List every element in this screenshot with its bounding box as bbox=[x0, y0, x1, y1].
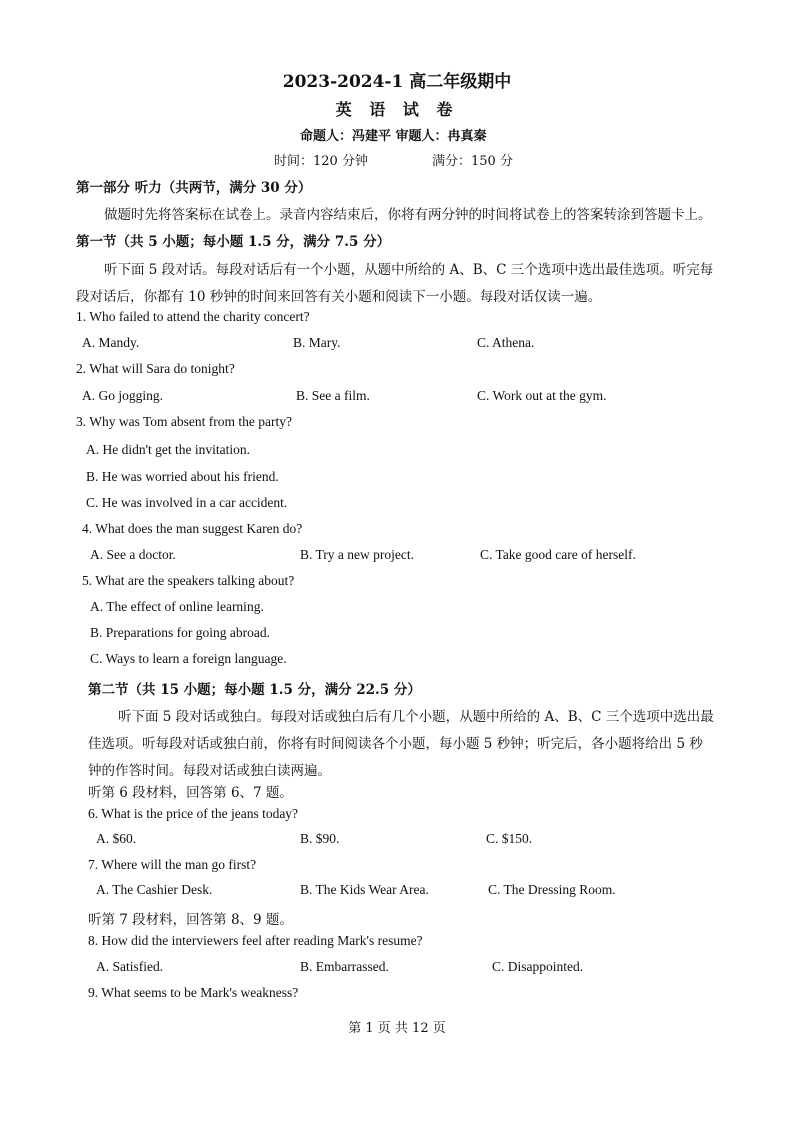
question-4-stem: 4. What does the man suggest Karen do? bbox=[82, 521, 303, 536]
part1-heading: 第一部分 听力（共两节，满分 30 分） bbox=[76, 180, 312, 196]
question-5-stem: 5. What are the speakers talking about? bbox=[82, 573, 295, 588]
question-7-option-c: C. The Dressing Room. bbox=[488, 882, 616, 897]
question-3-option-b: B. He was worried about his friend. bbox=[86, 469, 279, 484]
question-7-option-b: B. The Kids Wear Area. bbox=[300, 882, 429, 897]
exam-time: 时间：120 分钟 bbox=[274, 154, 368, 169]
question-5-option-b: B. Preparations for going abroad. bbox=[90, 625, 270, 640]
section2-instructions-line3: 钟的作答时间。每段对话或独白读两遍。 bbox=[88, 763, 331, 779]
question-2-option-a: A. Go jogging. bbox=[82, 388, 163, 403]
question-9-stem: 9. What seems to be Mark's weakness? bbox=[88, 985, 299, 1000]
question-1-option-c: C. Athena. bbox=[477, 335, 535, 350]
question-4-option-a: A. See a doctor. bbox=[90, 547, 176, 562]
question-1-option-a: A. Mandy. bbox=[82, 335, 140, 350]
section2-heading: 第二节（共 15 小题；每小题 1.5 分，满分 22.5 分） bbox=[88, 682, 421, 698]
question-6-option-c: C. $150. bbox=[486, 831, 533, 846]
section2-instructions-line1: 听下面 5 段对话或独白。每段对话或独白后有几个小题，从题中所给的 A、B、C 三个选项中选出最 bbox=[118, 709, 714, 725]
question-3-option-c: C. He was involved in a car accident. bbox=[86, 495, 288, 510]
question-2-option-c: C. Work out at the gym. bbox=[477, 388, 607, 403]
exam-score: 满分：150 分 bbox=[432, 154, 513, 169]
question-1-stem: 1. Who failed to attend the charity concert? bbox=[76, 309, 310, 324]
material-6-instruction: 听第 6 段材料，回答第 6、7 题。 bbox=[88, 785, 293, 801]
question-8-stem: 8. How did the interviewers feel after reading Mark's resume? bbox=[88, 933, 423, 948]
material-7-instruction: 听第 7 段材料，回答第 8、9 题。 bbox=[88, 912, 293, 928]
exam-authors: 命题人：冯建平 审题人：冉真秦 bbox=[300, 129, 487, 144]
question-1-option-b: B. Mary. bbox=[293, 335, 341, 350]
question-6-option-b: B. $90. bbox=[300, 831, 340, 846]
question-2-option-b: B. See a film. bbox=[296, 388, 370, 403]
section2-instructions-line2: 佳选项。听每段对话或独白前，你将有时间阅读各个小题，每小题 5 秒钟；听完后，各小题将给出 5 秒 bbox=[88, 736, 703, 752]
question-4-option-c: C. Take good care of herself. bbox=[480, 547, 636, 562]
part1-intro: 做题时先将答案标在试卷上。录音内容结束后，你将有两分钟的时间将试卷上的答案转涂到答题卡上。 bbox=[104, 207, 712, 223]
question-5-option-a: A. The effect of online learning. bbox=[90, 599, 264, 614]
question-7-stem: 7. Where will the man go first? bbox=[88, 857, 257, 872]
question-8-option-a: A. Satisfied. bbox=[96, 959, 164, 974]
question-3-option-a: A. He didn't get the invitation. bbox=[86, 442, 251, 457]
section1-instructions-line1: 听下面 5 段对话。每段对话后有一个小题，从题中所给的 A、B、C 三个选项中选出最佳选项。听完每 bbox=[104, 262, 714, 278]
page-number: 第 1 页 共 12 页 bbox=[348, 1021, 446, 1036]
question-5-option-c: C. Ways to learn a foreign language. bbox=[90, 651, 287, 666]
question-2-stem: 2. What will Sara do tonight? bbox=[76, 361, 235, 376]
question-3-stem: 3. Why was Tom absent from the party? bbox=[76, 414, 293, 429]
question-8-option-b: B. Embarrassed. bbox=[300, 959, 389, 974]
question-7-option-a: A. The Cashier Desk. bbox=[96, 882, 213, 897]
question-6-option-a: A. $60. bbox=[96, 831, 137, 846]
question-8-option-c: C. Disappointed. bbox=[492, 959, 584, 974]
section1-instructions-line2: 段对话后，你都有 10 秒钟的时间来回答有关小题和阅读下一小题。每段对话仅读一遍。 bbox=[76, 289, 602, 305]
section1-heading: 第一节（共 5 小题；每小题 1.5 分，满分 7.5 分） bbox=[76, 234, 391, 250]
question-4-option-b: B. Try a new project. bbox=[300, 547, 414, 562]
question-6-stem: 6. What is the price of the jeans today? bbox=[88, 806, 299, 821]
exam-subtitle: 英 语 试 卷 bbox=[335, 100, 459, 119]
exam-title: 2023-2024-1 高二年级期中 bbox=[282, 72, 512, 92]
